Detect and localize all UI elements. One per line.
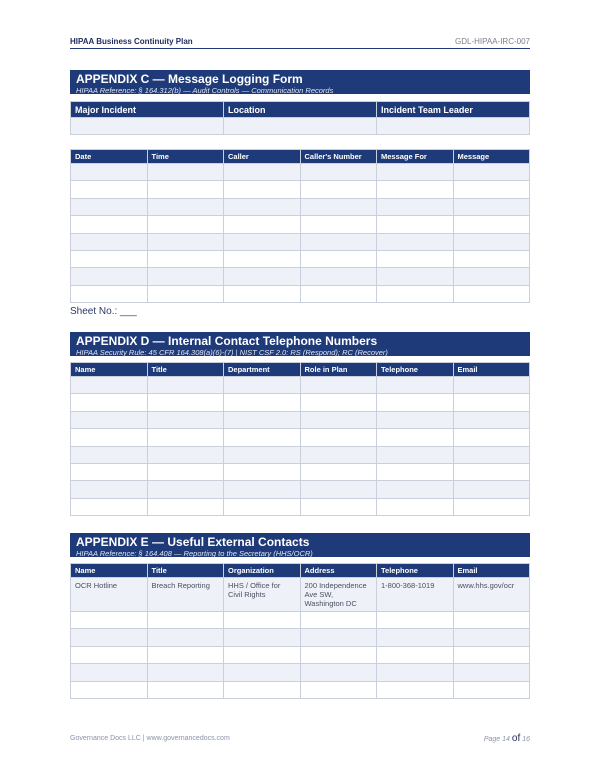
- table-row: [71, 268, 530, 285]
- table-cell[interactable]: [71, 268, 148, 285]
- table-cell[interactable]: [453, 285, 530, 302]
- table-cell[interactable]: [147, 164, 224, 181]
- table-cell[interactable]: [300, 612, 377, 629]
- page-current: 14: [502, 736, 510, 743]
- table-row: [71, 681, 530, 698]
- table-cell[interactable]: [300, 285, 377, 302]
- page-number: [484, 733, 530, 744]
- table-cell[interactable]: [377, 612, 454, 629]
- table-cell[interactable]: [71, 250, 148, 267]
- incident-header-major: Major Incident: [71, 102, 224, 118]
- ocr-email-cell[interactable]: www.hhs.gov/ocr: [453, 578, 530, 612]
- table-cell[interactable]: [377, 481, 454, 498]
- table-cell[interactable]: [147, 198, 224, 215]
- table-row: [71, 164, 530, 181]
- appendix-e-title: APPENDIX E — Useful External Contacts: [76, 535, 310, 549]
- table-cell[interactable]: [300, 377, 377, 394]
- table-cell[interactable]: [453, 629, 530, 646]
- table-cell[interactable]: [300, 233, 377, 250]
- page-label: Page: [483, 736, 501, 743]
- table-cell[interactable]: [224, 181, 301, 198]
- external-header-telephone: Telephone: [377, 564, 454, 578]
- table-cell[interactable]: [300, 629, 377, 646]
- table-cell[interactable]: [300, 681, 377, 698]
- table-cell[interactable]: [377, 463, 454, 480]
- ocr-telephone-cell[interactable]: 1-800-368-1019: [377, 578, 454, 612]
- internal-header-email: Email: [453, 363, 530, 377]
- table-cell[interactable]: [300, 164, 377, 181]
- incident-info-table: [70, 101, 530, 135]
- table-cell[interactable]: [377, 629, 454, 646]
- table-cell[interactable]: [377, 498, 454, 515]
- table-cell[interactable]: [147, 285, 224, 302]
- table-cell[interactable]: [71, 681, 148, 698]
- table-cell[interactable]: [224, 268, 301, 285]
- table-cell[interactable]: [224, 629, 301, 646]
- incident-location-cell[interactable]: [224, 118, 377, 135]
- table-cell[interactable]: [300, 481, 377, 498]
- table-cell[interactable]: [453, 164, 530, 181]
- external-contact-row-ocr: [71, 578, 530, 612]
- table-cell[interactable]: [224, 681, 301, 698]
- log-header-caller: Caller: [224, 150, 301, 164]
- external-contacts-table: [70, 563, 530, 699]
- table-cell[interactable]: [377, 233, 454, 250]
- ocr-name-cell[interactable]: OCR Hotline: [71, 578, 148, 612]
- table-cell[interactable]: [71, 233, 148, 250]
- table-row: [71, 285, 530, 302]
- internal-header-name: Name: [71, 363, 148, 377]
- table-cell[interactable]: [453, 463, 530, 480]
- table-cell[interactable]: [300, 216, 377, 233]
- table-cell[interactable]: [71, 216, 148, 233]
- appendix-d-subtitle: HIPAA Security Rule: 45 CFR 164.308(a)(6)-(7) | NIST CSF 2.0: RS (Respond); RC (Recover): [76, 348, 388, 357]
- table-cell[interactable]: [147, 498, 224, 515]
- table-cell[interactable]: [377, 646, 454, 663]
- footer-company: Governance Docs LLC | www.governancedocs.com: [70, 735, 230, 742]
- table-cell[interactable]: [71, 612, 148, 629]
- table-cell[interactable]: [300, 463, 377, 480]
- external-header-title: Title: [147, 564, 224, 578]
- table-cell[interactable]: [147, 664, 224, 681]
- table-cell[interactable]: [377, 268, 454, 285]
- table-cell[interactable]: [224, 250, 301, 267]
- appendix-e-section: [70, 533, 530, 699]
- document-title: HIPAA Business Continuity Plan: [70, 37, 193, 46]
- table-cell[interactable]: [147, 411, 224, 428]
- table-cell[interactable]: [300, 250, 377, 267]
- table-cell[interactable]: [71, 664, 148, 681]
- table-cell[interactable]: [377, 216, 454, 233]
- table-cell[interactable]: [300, 498, 377, 515]
- log-header-message: Message: [453, 150, 530, 164]
- table-row: [71, 446, 530, 463]
- table-cell[interactable]: [147, 394, 224, 411]
- table-cell[interactable]: [453, 181, 530, 198]
- incident-major-cell[interactable]: [71, 118, 224, 135]
- appendix-c-banner: [70, 70, 530, 94]
- table-cell[interactable]: [453, 664, 530, 681]
- table-cell[interactable]: [377, 285, 454, 302]
- table-cell[interactable]: [224, 198, 301, 215]
- table-cell[interactable]: [453, 377, 530, 394]
- table-cell[interactable]: [71, 198, 148, 215]
- sheet-number-label: Sheet No.: ___: [70, 306, 137, 317]
- table-cell[interactable]: [377, 446, 454, 463]
- table-cell[interactable]: [147, 629, 224, 646]
- table-cell[interactable]: [300, 394, 377, 411]
- table-row: [71, 377, 530, 394]
- table-cell[interactable]: [453, 233, 530, 250]
- table-cell[interactable]: [224, 646, 301, 663]
- appendix-c-section: [70, 70, 530, 303]
- table-cell[interactable]: [300, 411, 377, 428]
- ocr-organization-cell[interactable]: HHS / Office for Civil Rights: [224, 578, 301, 612]
- table-cell[interactable]: [147, 481, 224, 498]
- table-row: [71, 233, 530, 250]
- table-row: [71, 181, 530, 198]
- table-cell[interactable]: [71, 481, 148, 498]
- log-header-time: Time: [147, 150, 224, 164]
- internal-header-role: Role in Plan: [300, 363, 377, 377]
- table-row: [71, 498, 530, 515]
- table-cell[interactable]: [71, 629, 148, 646]
- table-cell[interactable]: [300, 664, 377, 681]
- table-cell[interactable]: [147, 181, 224, 198]
- ocr-address-cell[interactable]: 200 Independence Ave SW, Washington DC: [300, 578, 377, 612]
- log-header-caller-number: Caller's Number: [300, 150, 377, 164]
- appendix-d-section: [70, 332, 530, 516]
- table-cell[interactable]: [147, 646, 224, 663]
- table-cell[interactable]: [147, 216, 224, 233]
- table-cell[interactable]: [453, 429, 530, 446]
- table-cell[interactable]: [377, 664, 454, 681]
- page-of: of: [511, 733, 521, 744]
- log-header-date: Date: [71, 150, 148, 164]
- table-cell[interactable]: [147, 268, 224, 285]
- appendix-d-banner: [70, 332, 530, 356]
- table-cell[interactable]: [377, 164, 454, 181]
- table-cell[interactable]: [453, 250, 530, 267]
- table-row: [71, 411, 530, 428]
- table-cell[interactable]: [71, 411, 148, 428]
- table-row: [71, 394, 530, 411]
- table-cell[interactable]: [453, 198, 530, 215]
- table-cell[interactable]: [377, 681, 454, 698]
- table-row: [71, 429, 530, 446]
- table-cell[interactable]: [71, 377, 148, 394]
- internal-contacts-table: [70, 362, 530, 516]
- external-header-address: Address: [300, 564, 377, 578]
- table-cell[interactable]: [224, 446, 301, 463]
- table-row: [71, 463, 530, 480]
- table-cell[interactable]: [224, 377, 301, 394]
- table-cell[interactable]: [71, 285, 148, 302]
- table-cell[interactable]: [453, 216, 530, 233]
- log-header-message-for: Message For: [377, 150, 454, 164]
- table-cell[interactable]: [300, 429, 377, 446]
- table-cell[interactable]: [71, 181, 148, 198]
- page-header: [70, 32, 530, 49]
- table-cell[interactable]: [377, 250, 454, 267]
- table-cell[interactable]: [224, 233, 301, 250]
- table-cell[interactable]: [71, 446, 148, 463]
- internal-header-title: Title: [147, 363, 224, 377]
- table-cell[interactable]: [71, 394, 148, 411]
- table-cell[interactable]: [453, 498, 530, 515]
- external-header-organization: Organization: [224, 564, 301, 578]
- ocr-title-cell[interactable]: Breach Reporting: [147, 578, 224, 612]
- table-row: [71, 664, 530, 681]
- table-cell[interactable]: [300, 646, 377, 663]
- incident-header-leader: Incident Team Leader: [377, 102, 530, 118]
- table-cell[interactable]: [224, 411, 301, 428]
- table-row: [71, 250, 530, 267]
- internal-header-telephone: Telephone: [377, 363, 454, 377]
- table-cell[interactable]: [224, 498, 301, 515]
- document-code: GDL-HIPAA-IRC-007: [455, 37, 530, 46]
- table-row: [71, 612, 530, 629]
- table-cell[interactable]: [224, 612, 301, 629]
- page-total: 16: [522, 736, 530, 743]
- table-cell[interactable]: [224, 463, 301, 480]
- table-cell[interactable]: [224, 164, 301, 181]
- table-cell[interactable]: [147, 463, 224, 480]
- appendix-d-title: APPENDIX D — Internal Contact Telephone Numbers: [76, 334, 378, 348]
- table-cell[interactable]: [453, 394, 530, 411]
- appendix-c-subtitle: HIPAA Reference: § 164.312(b) — Audit Controls — Communication Records: [76, 86, 334, 95]
- table-cell[interactable]: [224, 664, 301, 681]
- table-cell[interactable]: [71, 498, 148, 515]
- external-header-name: Name: [71, 564, 148, 578]
- table-cell[interactable]: [147, 233, 224, 250]
- table-cell[interactable]: [377, 377, 454, 394]
- table-cell[interactable]: [377, 411, 454, 428]
- table-cell[interactable]: [147, 681, 224, 698]
- table-cell[interactable]: [147, 446, 224, 463]
- table-cell[interactable]: [224, 481, 301, 498]
- table-cell[interactable]: [300, 446, 377, 463]
- table-cell[interactable]: [453, 411, 530, 428]
- table-cell[interactable]: [224, 216, 301, 233]
- table-cell[interactable]: [453, 681, 530, 698]
- table-cell[interactable]: [453, 268, 530, 285]
- incident-header-location: Location: [224, 102, 377, 118]
- table-cell[interactable]: [453, 612, 530, 629]
- table-row: [71, 646, 530, 663]
- table-row: [71, 481, 530, 498]
- page-footer: [70, 733, 530, 744]
- table-cell[interactable]: [300, 198, 377, 215]
- table-cell[interactable]: [224, 429, 301, 446]
- table-cell[interactable]: [224, 285, 301, 302]
- table-row: [71, 629, 530, 646]
- message-log-table: [70, 149, 530, 303]
- table-cell[interactable]: [377, 394, 454, 411]
- table-cell[interactable]: [377, 198, 454, 215]
- table-cell[interactable]: [71, 164, 148, 181]
- table-cell[interactable]: [147, 612, 224, 629]
- table-cell[interactable]: [71, 463, 148, 480]
- appendix-e-subtitle: HIPAA Reference: § 164.408 — Reporting to the Secretary (HHS/OCR): [76, 549, 313, 558]
- table-cell[interactable]: [147, 429, 224, 446]
- table-row: [71, 198, 530, 215]
- appendix-c-title: APPENDIX C — Message Logging Form: [76, 72, 303, 86]
- table-cell[interactable]: [453, 481, 530, 498]
- table-cell[interactable]: [453, 646, 530, 663]
- table-row: [71, 216, 530, 233]
- table-cell[interactable]: [300, 268, 377, 285]
- table-cell[interactable]: [147, 250, 224, 267]
- table-cell[interactable]: [300, 181, 377, 198]
- table-cell[interactable]: [71, 429, 148, 446]
- appendix-e-banner: [70, 533, 530, 557]
- incident-leader-cell[interactable]: [377, 118, 530, 135]
- table-cell[interactable]: [147, 377, 224, 394]
- table-cell[interactable]: [377, 181, 454, 198]
- table-cell[interactable]: [453, 446, 530, 463]
- table-cell[interactable]: [71, 646, 148, 663]
- internal-header-department: Department: [224, 363, 301, 377]
- table-cell[interactable]: [377, 429, 454, 446]
- external-header-email: Email: [453, 564, 530, 578]
- table-cell[interactable]: [224, 394, 301, 411]
